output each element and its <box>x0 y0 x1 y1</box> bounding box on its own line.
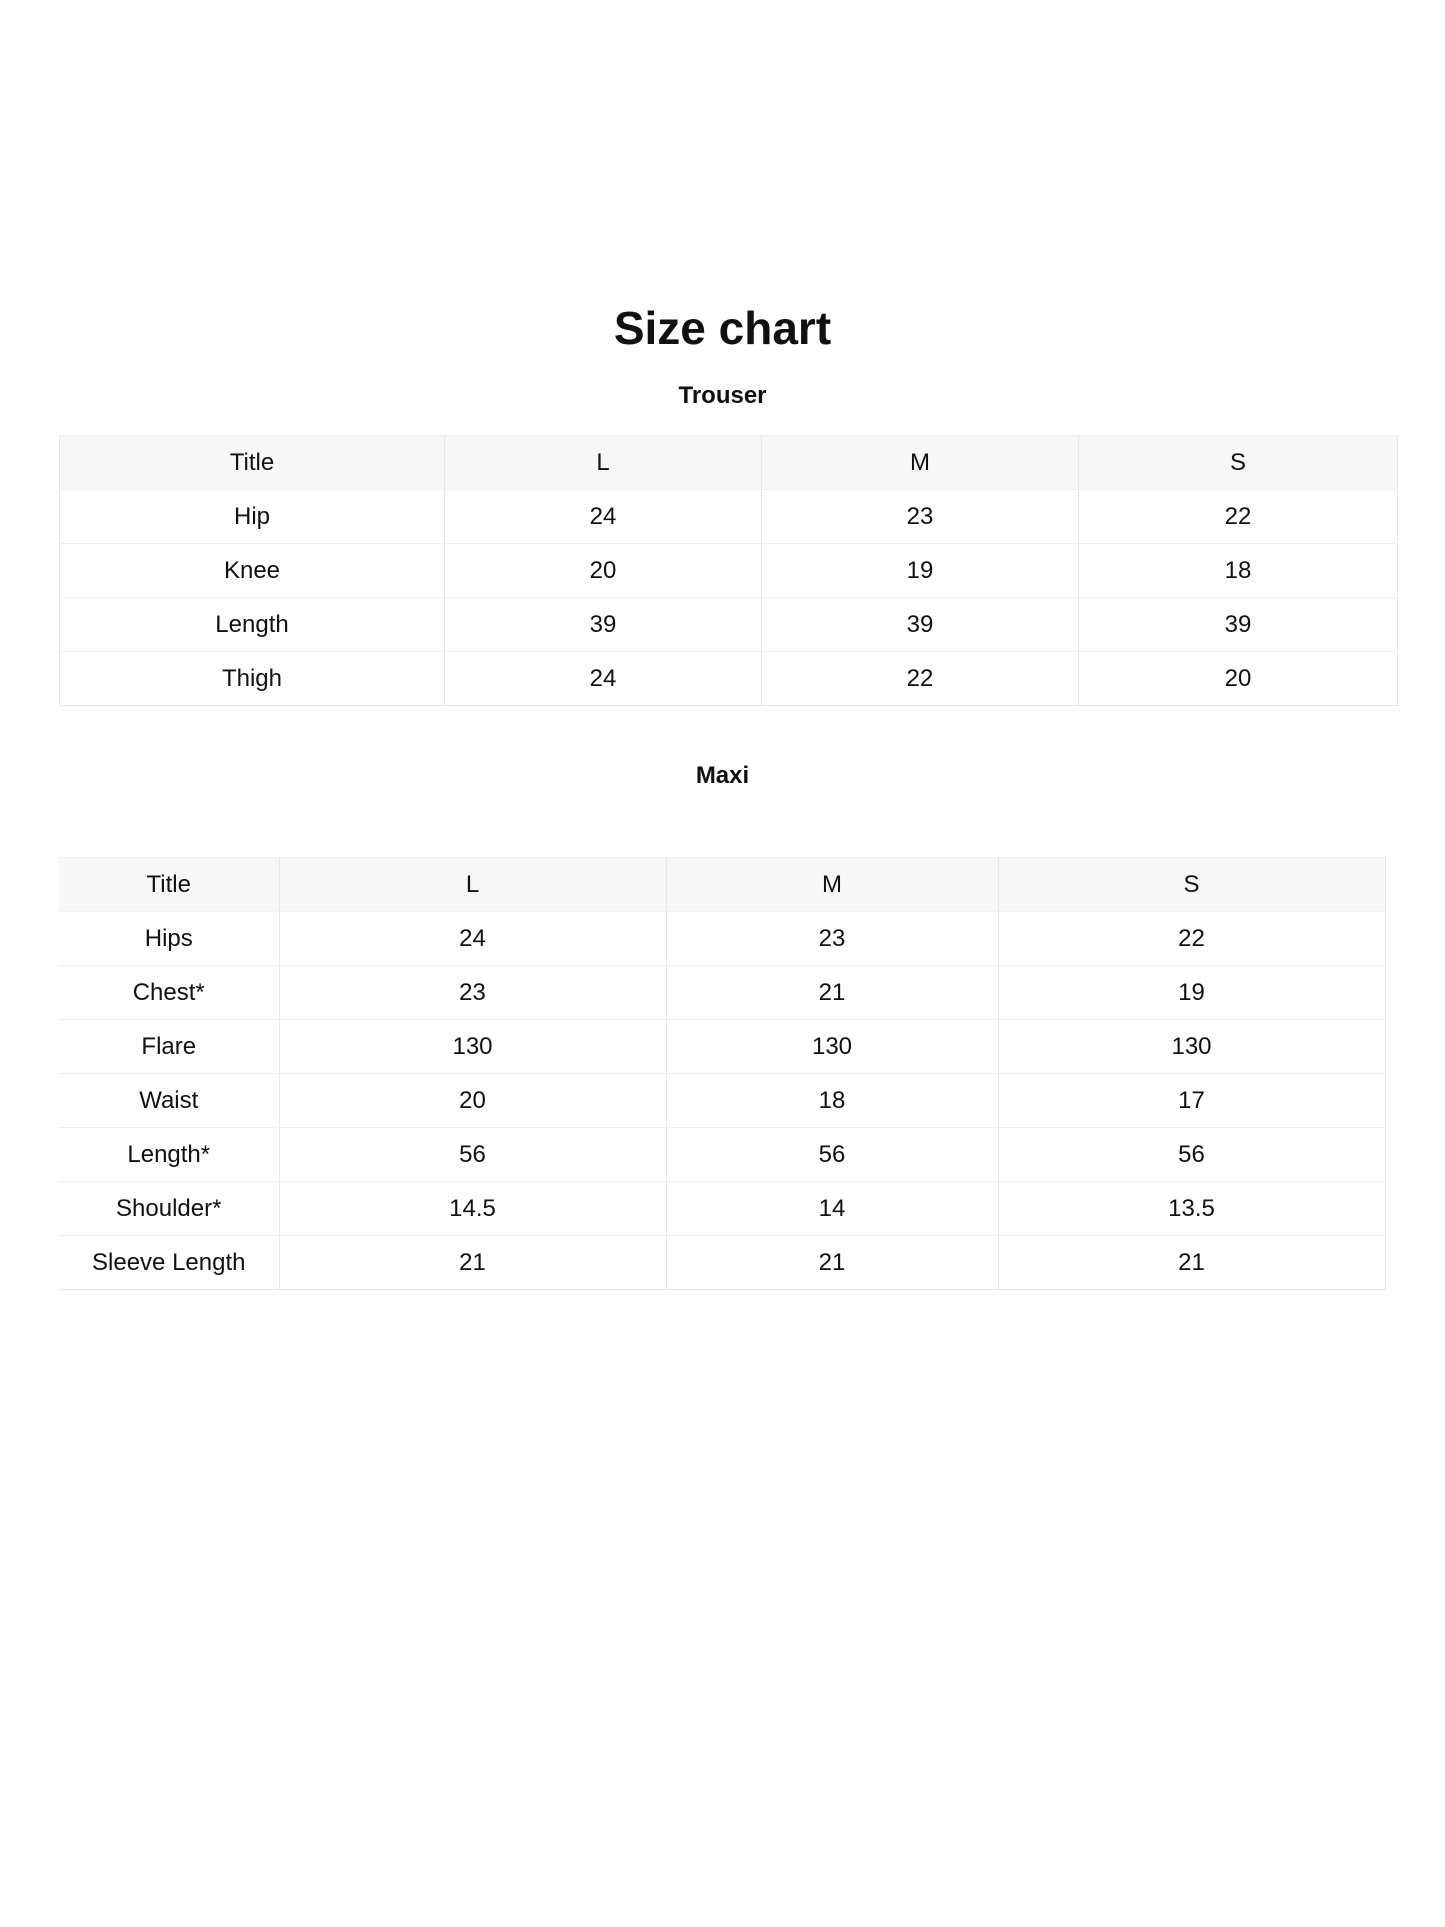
column-header-l: L <box>445 436 762 490</box>
table-row <box>59 1182 1385 1236</box>
cell-m: 130 <box>666 1020 998 1074</box>
column-header-title: Title <box>60 436 445 490</box>
table-header-row <box>60 436 1398 490</box>
row-label: Hip <box>60 490 445 544</box>
cell-s: 19 <box>998 966 1385 1020</box>
cell-s: 22 <box>1079 490 1398 544</box>
table-row <box>59 966 1385 1020</box>
cell-s: 39 <box>1079 598 1398 652</box>
cell-m: 21 <box>666 966 998 1020</box>
table-row <box>59 1020 1385 1074</box>
table-row <box>60 598 1398 652</box>
row-label: Length <box>60 598 445 652</box>
cell-m: 23 <box>666 912 998 966</box>
cell-s: 21 <box>998 1236 1385 1290</box>
trouser-size-table <box>59 435 1398 706</box>
cell-s: 17 <box>998 1074 1385 1128</box>
cell-l: 24 <box>279 912 666 966</box>
cell-l: 24 <box>445 490 762 544</box>
table-row <box>59 912 1385 966</box>
cell-m: 22 <box>762 652 1079 706</box>
page-title: Size chart <box>613 302 832 354</box>
cell-l: 21 <box>279 1236 666 1290</box>
row-label: Thigh <box>60 652 445 706</box>
cell-s: 22 <box>998 912 1385 966</box>
table-row <box>59 1236 1385 1290</box>
row-label: Shoulder* <box>59 1182 279 1236</box>
row-label: Flare <box>59 1020 279 1074</box>
cell-m: 18 <box>666 1074 998 1128</box>
cell-l: 24 <box>445 652 762 706</box>
maxi-section-title: Maxi <box>695 762 750 789</box>
cell-m: 21 <box>666 1236 998 1290</box>
column-header-title: Title <box>59 858 279 912</box>
row-label: Waist <box>59 1074 279 1128</box>
cell-l: 20 <box>279 1074 666 1128</box>
column-header-l: L <box>279 858 666 912</box>
cell-m: 23 <box>762 490 1079 544</box>
column-header-s: S <box>998 858 1385 912</box>
cell-l: 14.5 <box>279 1182 666 1236</box>
cell-l: 23 <box>279 966 666 1020</box>
maxi-size-table <box>59 857 1386 1290</box>
row-label: Chest* <box>59 966 279 1020</box>
cell-m: 39 <box>762 598 1079 652</box>
table-row <box>60 490 1398 544</box>
row-label: Sleeve Length <box>59 1236 279 1290</box>
cell-s: 130 <box>998 1020 1385 1074</box>
row-label: Length* <box>59 1128 279 1182</box>
cell-s: 18 <box>1079 544 1398 598</box>
trouser-section-title: Trouser <box>678 382 767 409</box>
row-label: Knee <box>60 544 445 598</box>
table-row <box>60 544 1398 598</box>
table-header-row <box>59 858 1385 912</box>
row-label: Hips <box>59 912 279 966</box>
cell-m: 56 <box>666 1128 998 1182</box>
column-header-m: M <box>762 436 1079 490</box>
cell-s: 20 <box>1079 652 1398 706</box>
cell-s: 13.5 <box>998 1182 1385 1236</box>
cell-l: 39 <box>445 598 762 652</box>
table-row <box>59 1074 1385 1128</box>
cell-l: 56 <box>279 1128 666 1182</box>
column-header-s: S <box>1079 436 1398 490</box>
cell-s: 56 <box>998 1128 1385 1182</box>
cell-m: 19 <box>762 544 1079 598</box>
table-row <box>60 652 1398 706</box>
cell-l: 130 <box>279 1020 666 1074</box>
cell-m: 14 <box>666 1182 998 1236</box>
table-row <box>59 1128 1385 1182</box>
cell-l: 20 <box>445 544 762 598</box>
column-header-m: M <box>666 858 998 912</box>
